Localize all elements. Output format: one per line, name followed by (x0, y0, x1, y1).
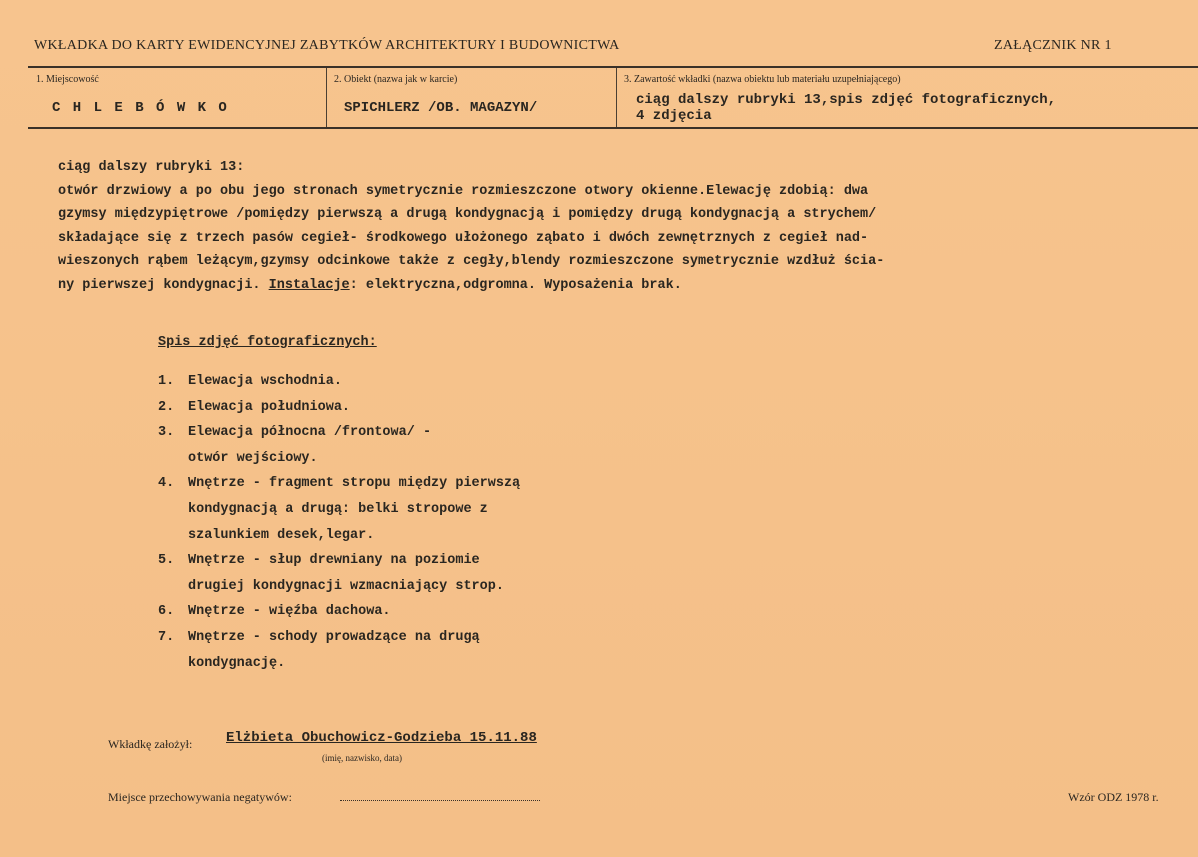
description-text-segment: : elektryczna,odgromna. Wyposażenia brak. (349, 277, 682, 293)
list-item-number: 6. (158, 604, 175, 620)
list-item-text: Wnętrze - fragment stropu między pierwszą (188, 476, 521, 492)
list-item (158, 625, 520, 676)
list-item-text: Wnętrze - schody prowadzące na drugą (188, 629, 480, 645)
list-item-text: Elewacja południowa. (188, 399, 351, 415)
list-item-text: kondygnację. (188, 655, 286, 671)
description-text-segment: ny pierwszej kondygnacji. (58, 277, 269, 293)
author-note: (imię, nazwisko, data) (322, 753, 402, 763)
field-divider (616, 68, 617, 127)
list-item-text: Wnętrze - słup drewniany na poziomie (188, 553, 480, 569)
header-rule (28, 66, 1198, 68)
object-value: SPICHLERZ /OB. MAGAZYN/ (344, 100, 538, 116)
object-label: 2. Obiekt (nazwa jak w karcie) (334, 74, 458, 85)
contents-value-line2: 4 zdjęcia (636, 108, 712, 124)
list-item-number: 2. (158, 399, 175, 415)
description-line: ciąg dalszy rubryki 13: (58, 160, 245, 175)
list-item-text: drugiej kondygnacji wzmacniający strop. (188, 578, 504, 594)
author-value: Elżbieta Obuchowicz-Godzieba 15.11.88 (226, 730, 537, 746)
description-line (58, 274, 1158, 298)
description-line: otwór drzwiowy a po obu jego stronach symetrycznie rozmieszczone otwory okienne.Elewację zdobią: dwa (58, 183, 869, 199)
list-item (158, 599, 520, 625)
contents-label: 3. Zawartość wkładki (nazwa obiektu lub materiału uzupełniającego) (624, 74, 901, 85)
list-item-number: 4. (158, 476, 175, 492)
photo-list-title: Spis zdjęć fotograficznych: (158, 335, 377, 350)
locality-value: C H L E B Ó W K O (52, 100, 229, 116)
list-item-text: Elewacja wschodnia. (188, 374, 342, 389)
list-item (158, 548, 520, 599)
list-item (158, 471, 520, 548)
list-item-text: kondygnacją a drugą: belki stropowe z (188, 501, 488, 517)
list-item-number: 7. (158, 629, 175, 645)
form-title: WKŁADKA DO KARTY EWIDENCYJNEJ ZABYTKÓW ARCHITEKTURY I BUDOWNICTWA (34, 38, 620, 53)
negatives-label: Miejsce przechowywania negatywów: (108, 790, 292, 804)
locality-label: 1. Miejscowość (36, 74, 99, 85)
list-item-text: Elewacja północna /frontowa/ - (188, 425, 432, 441)
form-pattern: Wzór ODZ 1978 r. (1068, 790, 1159, 804)
list-item-text: szalunkiem desek,legar. (188, 527, 375, 543)
author-label: Wkładkę założył: (108, 737, 193, 751)
field-divider (326, 68, 327, 127)
negatives-dotted-line (340, 800, 540, 801)
list-item-number: 5. (158, 553, 175, 569)
list-item-number: 1. (158, 374, 175, 389)
description-line: gzymsy międzypiętrowe /pomiędzy pierwszą a drugą kondygnacją i pomiędzy drugą kondygnacją a strychem/ (58, 207, 877, 222)
list-item-text: otwór wejściowy. (188, 450, 318, 466)
contents-value-line1: ciąg dalszy rubryki 13,spis zdjęć fotograficznych, (636, 92, 1057, 108)
list-item (158, 395, 520, 421)
installations-heading: Instalacje (268, 277, 350, 293)
fields-rule (28, 127, 1198, 129)
annex-number: ZAŁĄCZNIK NR 1 (994, 38, 1112, 53)
list-item-number: 3. (158, 425, 175, 441)
list-item-text: Wnętrze - więźba dachowa. (188, 604, 391, 620)
photo-list (158, 369, 520, 676)
list-item (158, 420, 520, 471)
description-text (58, 156, 1158, 297)
list-item (158, 369, 520, 395)
description-line: składające się z trzech pasów cegieł- środkowego ułożonego ząbato i dwóch zewnętrznych z cegieł nad- (58, 230, 869, 246)
description-line: wieszonych rąbem leżącym,gzymsy odcinkowe także z cegły,blendy rozmieszczone symetrycznie wzdłuż ścia- (58, 254, 885, 269)
